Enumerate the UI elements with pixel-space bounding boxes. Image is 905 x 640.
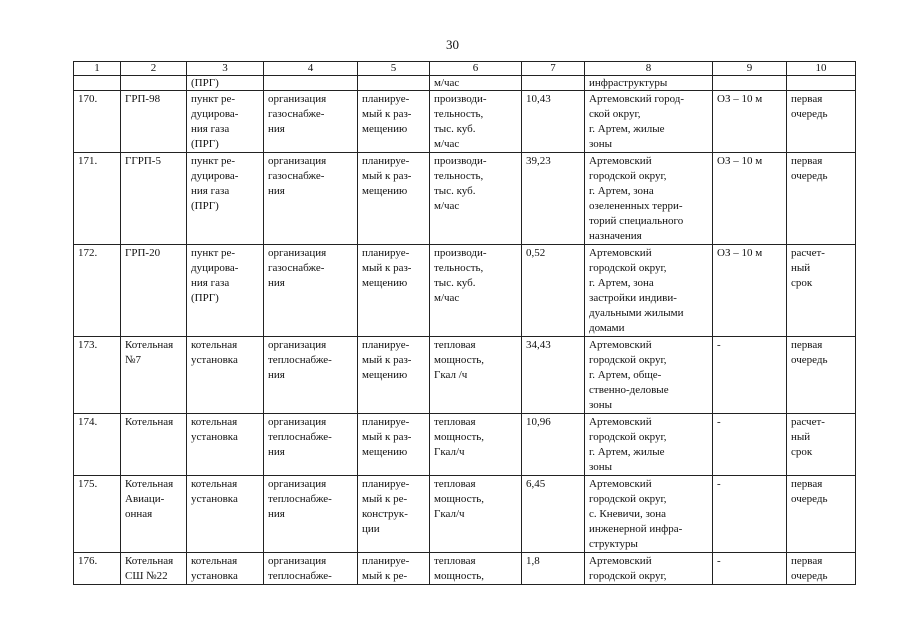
cell-line: установка bbox=[191, 431, 238, 443]
table-cell bbox=[713, 91, 787, 153]
table-cell bbox=[358, 91, 430, 153]
cell-line: (ПРГ) bbox=[191, 138, 219, 150]
cell-line: ОЗ – 10 м bbox=[717, 155, 763, 167]
column-number-cell: 6 bbox=[430, 62, 522, 76]
table-cell bbox=[713, 337, 787, 414]
cell-line: мый к раз- bbox=[362, 431, 412, 443]
cell-line: организация bbox=[268, 478, 327, 490]
cell-line: производи- bbox=[434, 155, 487, 167]
cell-line: пункт ре- bbox=[191, 93, 236, 105]
cell-line: тыс. куб. bbox=[434, 185, 476, 197]
cell-line: домами bbox=[589, 322, 625, 334]
cell-line: торий специального bbox=[589, 215, 684, 227]
table-cell bbox=[713, 553, 787, 585]
cell-line: газоснабже- bbox=[268, 262, 325, 274]
table-row bbox=[74, 414, 856, 476]
cell-line: мый к раз- bbox=[362, 262, 412, 274]
cell-line: организация bbox=[268, 555, 327, 567]
cell-line: Гкал/ч bbox=[434, 508, 465, 520]
cell-line: ОЗ – 10 м bbox=[717, 247, 763, 259]
table-cell bbox=[187, 245, 264, 337]
table-cell bbox=[787, 91, 856, 153]
cell-line: 10,96 bbox=[526, 416, 551, 428]
table-cell bbox=[264, 553, 358, 585]
column-number-cell: 7 bbox=[522, 62, 585, 76]
cell-line: ный bbox=[791, 262, 811, 274]
table-cell bbox=[358, 245, 430, 337]
cell-line: городской округ, bbox=[589, 570, 667, 582]
column-number-cell: 4 bbox=[264, 62, 358, 76]
cell-line: инженерной инфра- bbox=[589, 523, 683, 535]
cell-line: 176. bbox=[78, 555, 98, 567]
table-cell bbox=[264, 414, 358, 476]
cell-line: теплоснабже- bbox=[268, 354, 332, 366]
continuation-cell: м/час bbox=[430, 76, 522, 91]
cell-line: г. Артем, жилые bbox=[589, 446, 665, 458]
cell-line: срок bbox=[791, 277, 813, 289]
cell-line: - bbox=[717, 555, 721, 567]
cell-line: планируе- bbox=[362, 247, 410, 259]
table-cell bbox=[787, 414, 856, 476]
cell-line: мещению bbox=[362, 123, 408, 135]
table-cell bbox=[187, 91, 264, 153]
cell-line: тыс. куб. bbox=[434, 277, 476, 289]
cell-line: ния bbox=[268, 123, 285, 135]
cell-line: - bbox=[717, 339, 721, 351]
cell-line: котельная bbox=[191, 416, 238, 428]
page-number: 30 bbox=[446, 37, 459, 52]
cell-line: планируе- bbox=[362, 478, 410, 490]
cell-line: мый к раз- bbox=[362, 170, 412, 182]
continuation-cell bbox=[121, 76, 187, 91]
cell-line: конструк- bbox=[362, 508, 408, 520]
table-cell bbox=[187, 553, 264, 585]
table-cell bbox=[787, 476, 856, 553]
table-cell bbox=[585, 476, 713, 553]
table-cell bbox=[121, 476, 187, 553]
cell-line: установка bbox=[191, 354, 238, 366]
table-cell bbox=[522, 553, 585, 585]
cell-line: городской округ, bbox=[589, 431, 667, 443]
column-number-cell: 2 bbox=[121, 62, 187, 76]
cell-line: мощность, bbox=[434, 493, 485, 505]
cell-line: 10,43 bbox=[526, 93, 551, 105]
cell-line: ции bbox=[362, 523, 380, 535]
cell-line: застройки индиви- bbox=[589, 292, 677, 304]
cell-line: срок bbox=[791, 446, 813, 458]
column-number-cell: 8 bbox=[585, 62, 713, 76]
cell-line: 171. bbox=[78, 155, 98, 167]
table-cell bbox=[585, 153, 713, 245]
cell-line: первая bbox=[791, 339, 823, 351]
table-cell bbox=[264, 91, 358, 153]
cell-line: 175. bbox=[78, 478, 98, 490]
cell-line: зоны bbox=[589, 461, 613, 473]
table-cell bbox=[713, 414, 787, 476]
column-number-cell: 5 bbox=[358, 62, 430, 76]
cell-line: (ПРГ) bbox=[191, 292, 219, 304]
cell-line: зоны bbox=[589, 399, 613, 411]
cell-line: ния bbox=[268, 277, 285, 289]
table-cell bbox=[74, 91, 121, 153]
cell-line: тыс. куб. bbox=[434, 123, 476, 135]
cell-line: организация bbox=[268, 93, 327, 105]
cell-line: 39,23 bbox=[526, 155, 551, 167]
column-number-row bbox=[74, 62, 856, 76]
table-cell bbox=[74, 337, 121, 414]
table-cell bbox=[713, 476, 787, 553]
cell-line: г. Артем, зона bbox=[589, 277, 654, 289]
cell-line: Котельная bbox=[125, 555, 174, 567]
table-cell bbox=[787, 245, 856, 337]
cell-line: первая bbox=[791, 555, 823, 567]
table-cell bbox=[585, 91, 713, 153]
table-row bbox=[74, 337, 856, 414]
table-cell bbox=[187, 153, 264, 245]
cell-line: расчет- bbox=[791, 247, 825, 259]
table-cell bbox=[522, 153, 585, 245]
table-row bbox=[74, 245, 856, 337]
cell-line: теплоснабже- bbox=[268, 493, 332, 505]
cell-line: г. Артем, обще- bbox=[589, 369, 662, 381]
cell-line: городской округ, bbox=[589, 170, 667, 182]
table-cell bbox=[522, 337, 585, 414]
cell-line: ОЗ – 10 м bbox=[717, 93, 763, 105]
column-number-cell: 10 bbox=[787, 62, 856, 76]
table-cell bbox=[358, 553, 430, 585]
continuation-cell: (ПРГ) bbox=[187, 76, 264, 91]
cell-line: Котельная bbox=[125, 478, 174, 490]
table-cell bbox=[74, 153, 121, 245]
table-cell bbox=[264, 476, 358, 553]
table-cell bbox=[585, 414, 713, 476]
cell-line: дуцирова- bbox=[191, 262, 239, 274]
cell-line: онная bbox=[125, 508, 153, 520]
cell-line: газоснабже- bbox=[268, 108, 325, 120]
cell-line: ния bbox=[268, 508, 285, 520]
table-cell bbox=[264, 153, 358, 245]
table-cell bbox=[121, 553, 187, 585]
cell-line: с. Кневичи, зона bbox=[589, 508, 667, 520]
cell-line: организация bbox=[268, 339, 327, 351]
cell-line: производи- bbox=[434, 93, 487, 105]
cell-line: пункт ре- bbox=[191, 247, 236, 259]
cell-line: ской округ, bbox=[589, 108, 641, 120]
table-cell bbox=[121, 414, 187, 476]
cell-line: м/час bbox=[434, 292, 460, 304]
table-cell bbox=[121, 337, 187, 414]
cell-line: пункт ре- bbox=[191, 155, 236, 167]
cell-line: очередь bbox=[791, 570, 828, 582]
cell-line: установка bbox=[191, 493, 238, 505]
cell-line: городской округ, bbox=[589, 493, 667, 505]
table-cell bbox=[430, 337, 522, 414]
cell-line: мещению bbox=[362, 369, 408, 381]
cell-line: г. Артем, зона bbox=[589, 185, 654, 197]
cell-line: м/час bbox=[434, 200, 460, 212]
cell-line: мый к раз- bbox=[362, 108, 412, 120]
cell-line: планируе- bbox=[362, 93, 410, 105]
table-cell bbox=[187, 337, 264, 414]
cell-line: Артемовский bbox=[589, 555, 652, 567]
table-cell bbox=[522, 414, 585, 476]
cell-line: - bbox=[717, 416, 721, 428]
table-cell bbox=[430, 553, 522, 585]
column-number-cell: 1 bbox=[74, 62, 121, 76]
table-cell bbox=[358, 476, 430, 553]
cell-line: дуцирова- bbox=[191, 170, 239, 182]
table-cell bbox=[430, 476, 522, 553]
cell-line: Гкал /ч bbox=[434, 369, 468, 381]
cell-line: тепловая bbox=[434, 478, 476, 490]
table-cell bbox=[121, 153, 187, 245]
cell-line: мый к раз- bbox=[362, 354, 412, 366]
cell-line: ственно-деловые bbox=[589, 384, 669, 396]
continuation-cell bbox=[713, 76, 787, 91]
cell-line: Артемовский город- bbox=[589, 93, 685, 105]
cell-line: очередь bbox=[791, 170, 828, 182]
cell-line: 0,52 bbox=[526, 247, 546, 259]
cell-line: Артемовский bbox=[589, 416, 652, 428]
cell-line: тепловая bbox=[434, 416, 476, 428]
continuation-cell bbox=[358, 76, 430, 91]
table-cell bbox=[713, 153, 787, 245]
cell-line: первая bbox=[791, 93, 823, 105]
table-cell bbox=[522, 245, 585, 337]
table-cell bbox=[358, 153, 430, 245]
cell-line: тельность, bbox=[434, 170, 484, 182]
table-row bbox=[74, 476, 856, 553]
cell-line: 170. bbox=[78, 93, 98, 105]
cell-line: мощность, bbox=[434, 354, 485, 366]
table-cell bbox=[264, 245, 358, 337]
cell-line: ния bbox=[268, 185, 285, 197]
cell-line: установка bbox=[191, 570, 238, 582]
column-number-cell: 9 bbox=[713, 62, 787, 76]
cell-line: 1,8 bbox=[526, 555, 540, 567]
cell-line: планируе- bbox=[362, 416, 410, 428]
cell-line: тельность, bbox=[434, 262, 484, 274]
cell-line: городской округ, bbox=[589, 262, 667, 274]
table-cell bbox=[74, 414, 121, 476]
table-cell bbox=[430, 153, 522, 245]
cell-line: очередь bbox=[791, 493, 828, 505]
cell-line: теплоснабже- bbox=[268, 431, 332, 443]
cell-line: мый к ре- bbox=[362, 570, 408, 582]
cell-line: Артемовский bbox=[589, 339, 652, 351]
cell-line: Котельная bbox=[125, 339, 174, 351]
table-row bbox=[74, 91, 856, 153]
cell-line: котельная bbox=[191, 478, 238, 490]
table-cell bbox=[358, 337, 430, 414]
cell-line: Авиаци- bbox=[125, 493, 165, 505]
cell-line: ния газа bbox=[191, 277, 230, 289]
cell-line: озелененных терри- bbox=[589, 200, 683, 212]
cell-line: назначения bbox=[589, 230, 642, 242]
cell-line: организация bbox=[268, 416, 327, 428]
cell-line: м/час bbox=[434, 138, 460, 150]
cell-line: ный bbox=[791, 431, 811, 443]
cell-line: 172. bbox=[78, 247, 98, 259]
cell-line: мещению bbox=[362, 277, 408, 289]
table-cell bbox=[585, 553, 713, 585]
table-cell bbox=[713, 245, 787, 337]
table-cell bbox=[187, 414, 264, 476]
table-cell bbox=[74, 553, 121, 585]
cell-line: расчет- bbox=[791, 416, 825, 428]
cell-line: мощность, bbox=[434, 431, 485, 443]
cell-line: дуальными жилыми bbox=[589, 307, 684, 319]
continuation-cell bbox=[522, 76, 585, 91]
cell-line: 174. bbox=[78, 416, 98, 428]
cell-line: мещению bbox=[362, 185, 408, 197]
continuation-row bbox=[74, 76, 856, 91]
cell-line: - bbox=[717, 478, 721, 490]
table-cell bbox=[187, 476, 264, 553]
table-cell bbox=[787, 553, 856, 585]
cell-line: Гкал/ч bbox=[434, 446, 465, 458]
table-cell bbox=[787, 337, 856, 414]
cell-line: теплоснабже- bbox=[268, 570, 332, 582]
cell-line: организация bbox=[268, 247, 327, 259]
table-cell bbox=[430, 91, 522, 153]
cell-line: 34,43 bbox=[526, 339, 551, 351]
cell-line: котельная bbox=[191, 339, 238, 351]
table-cell bbox=[74, 476, 121, 553]
cell-line: №7 bbox=[125, 354, 141, 366]
cell-line: Котельная bbox=[125, 416, 174, 428]
cell-line: производи- bbox=[434, 247, 487, 259]
cell-line: 6,45 bbox=[526, 478, 546, 490]
cell-line: зоны bbox=[589, 138, 613, 150]
cell-line: структуры bbox=[589, 538, 638, 550]
table-body bbox=[74, 62, 856, 585]
cell-line: ГРП-20 bbox=[125, 247, 161, 259]
cell-line: мый к ре- bbox=[362, 493, 408, 505]
table-cell bbox=[522, 476, 585, 553]
table-cell bbox=[264, 337, 358, 414]
table-cell bbox=[522, 91, 585, 153]
table-cell bbox=[430, 245, 522, 337]
table-cell bbox=[430, 414, 522, 476]
table-cell bbox=[585, 245, 713, 337]
table-cell bbox=[74, 245, 121, 337]
column-number-cell: 3 bbox=[187, 62, 264, 76]
cell-line: ГРП-98 bbox=[125, 93, 161, 105]
cell-line: тепловая bbox=[434, 555, 476, 567]
cell-line: тельность, bbox=[434, 108, 484, 120]
cell-line: СШ №22 bbox=[125, 570, 168, 582]
cell-line: 173. bbox=[78, 339, 98, 351]
cell-line: г. Артем, жилые bbox=[589, 123, 665, 135]
table-cell bbox=[787, 153, 856, 245]
cell-line: первая bbox=[791, 155, 823, 167]
cell-line: котельная bbox=[191, 555, 238, 567]
cell-line: планируе- bbox=[362, 339, 410, 351]
cell-line: мещению bbox=[362, 446, 408, 458]
cell-line: ния газа bbox=[191, 185, 230, 197]
cell-line: Артемовский bbox=[589, 155, 652, 167]
cell-line: тепловая bbox=[434, 339, 476, 351]
cell-line: ния bbox=[268, 446, 285, 458]
cell-line: планируе- bbox=[362, 155, 410, 167]
cell-line: очередь bbox=[791, 108, 828, 120]
cell-line: городской округ, bbox=[589, 354, 667, 366]
table-cell bbox=[121, 245, 187, 337]
cell-line: Артемовский bbox=[589, 247, 652, 259]
table-cell bbox=[358, 414, 430, 476]
continuation-cell: инфраструктуры bbox=[585, 76, 713, 91]
continuation-cell bbox=[264, 76, 358, 91]
cell-line: первая bbox=[791, 478, 823, 490]
cell-line: ния bbox=[268, 369, 285, 381]
cell-line: организация bbox=[268, 155, 327, 167]
cell-line: планируе- bbox=[362, 555, 410, 567]
cell-line: Артемовский bbox=[589, 478, 652, 490]
cell-line: ГГРП-5 bbox=[125, 155, 161, 167]
table-cell bbox=[585, 337, 713, 414]
cell-line: ния газа bbox=[191, 123, 230, 135]
table-row bbox=[74, 553, 856, 585]
cell-line: очередь bbox=[791, 354, 828, 366]
continuation-cell bbox=[74, 76, 121, 91]
cell-line: (ПРГ) bbox=[191, 200, 219, 212]
cell-line: мощность, bbox=[434, 570, 485, 582]
table-cell bbox=[121, 91, 187, 153]
cell-line: дуцирова- bbox=[191, 108, 239, 120]
table-row bbox=[74, 153, 856, 245]
document-table bbox=[73, 61, 856, 585]
continuation-cell bbox=[787, 76, 856, 91]
cell-line: газоснабже- bbox=[268, 170, 325, 182]
